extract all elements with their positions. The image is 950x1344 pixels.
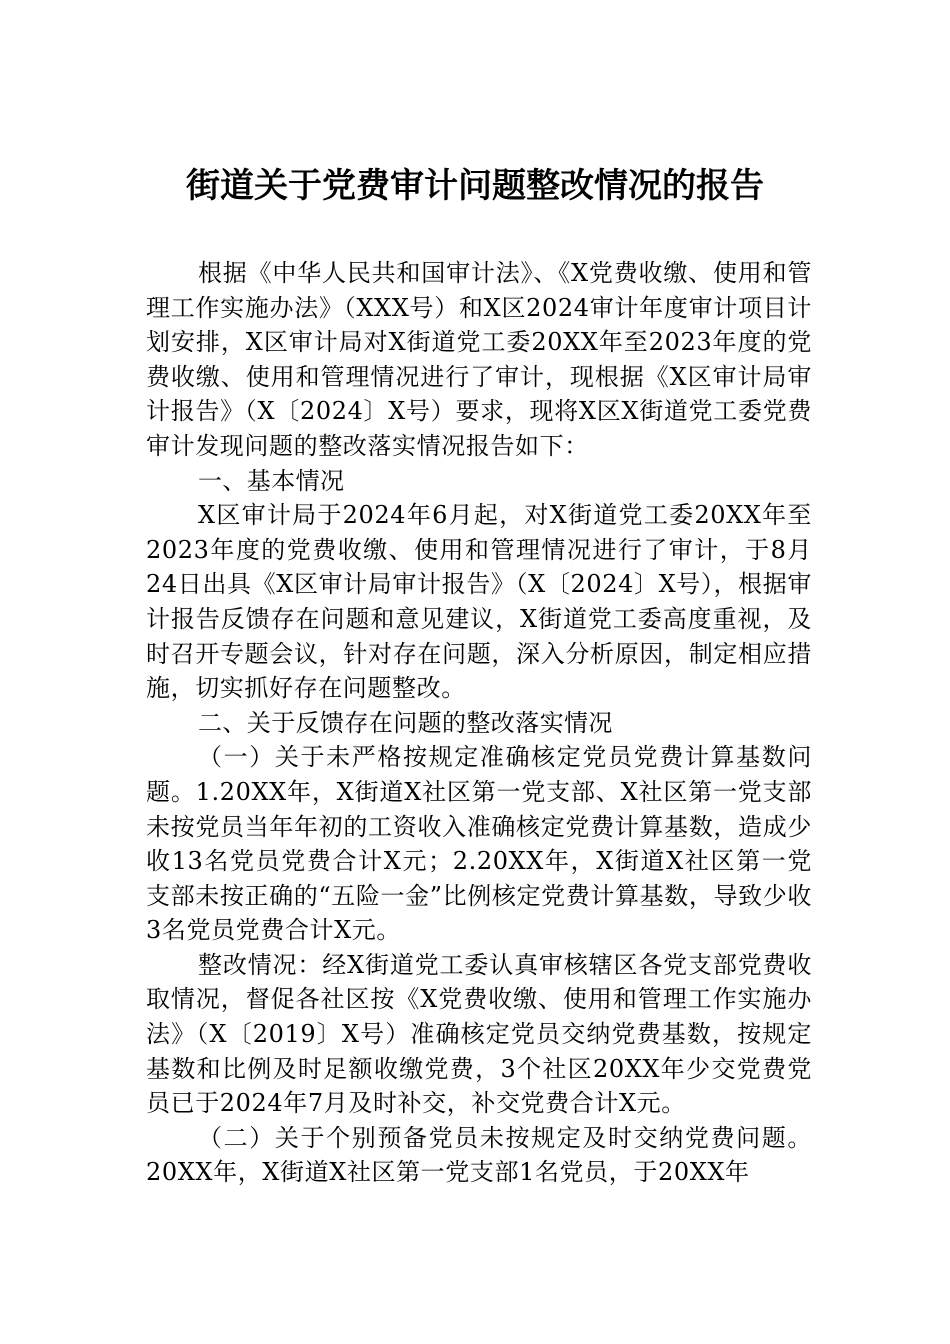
section-heading-rectification: 二、关于反馈存在问题的整改落实情况 xyxy=(198,708,613,737)
rectification-one-paragraph: 整改情况：经X街道党工委认真审核辖区各党支部党费收取情况，督促各社区按《X党费收缴、使用和管理工作实施办法》（X〔2019〕X号）准确核定党员交纳党费基数，按规定基数和比例及时足额收缴党费，3个社区20XX年少交党费党员已于2024年7月及时补交，补交党费合计X元。 xyxy=(146,950,812,1118)
issue-two-paragraph: （二）关于个别预备党员未按规定及时交纳党费问题。20XX年，X街道X社区第一党支部1名党员，于20XX年 xyxy=(146,1123,812,1187)
basic-situation-paragraph: X区审计局于2024年6月起，对X街道党工委20XX年至2023年度的党费收缴、使用和管理情况进行了审计，于8月24日出具《X区审计局审计报告》（X〔2024〕X号），根据审计报告反馈存在问题和意见建议，X街道党工委高度重视，及时召开专题会议，针对存在问题，深入分析原因，制定相应措施，切实抓好存在问题整改。 xyxy=(146,501,812,703)
intro-paragraph: 根据《中华人民共和国审计法》、《X党费收缴、使用和管理工作实施办法》（XXX号）和X区2024审计年度审计项目计划安排，X区审计局对X街道党工委20XX年至2023年度的党费收缴、使用和管理情况进行了审计，现根据《X区审计局审计报告》（X〔2024〕X号）要求，现将X区X街道党工委党费审计发现问题的整改落实情况报告如下： xyxy=(146,259,812,460)
document-title: 街道关于党费审计问题整改情况的报告 xyxy=(186,166,764,206)
document-body xyxy=(146,256,812,1190)
issue-one-paragraph: （一）关于未严格按规定准确核定党员党费计算基数问题。1.20XX年，X街道X社区第一党支部、X社区第一党支部未按党员当年年初的工资收入准确核定党费计算基数，造成少收13名党员党费合计X元；2.20XX年，X街道X社区第一党支部未按正确的“五险一金”比例核定党费计算基数，导致少收3名党员党费合计X元。 xyxy=(146,743,812,945)
section-heading-basic: 一、基本情况 xyxy=(198,466,345,495)
